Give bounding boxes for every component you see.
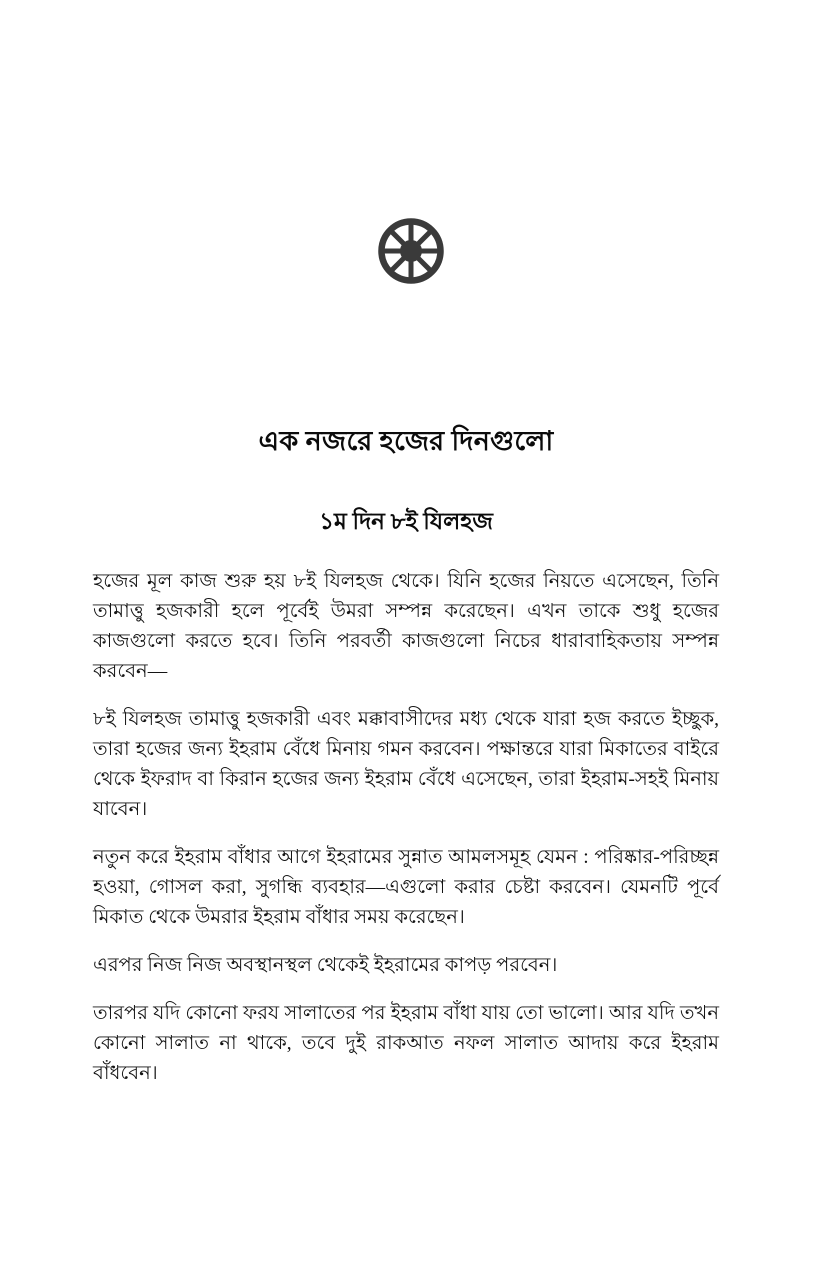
section-heading-day-one: ১ম দিন ৮ই যিলহজ — [319, 509, 493, 535]
body-paragraph: এরপর নিজ নিজ অবস্থানস্থল থেকেই ইহরামের কাপড় পরবেন। — [93, 954, 558, 976]
body-paragraph: ৮ই যিলহজ তামাত্তু হজকারী এবং মক্কাবাসীদের মধ্য থেকে যারা হজ করতে ইচ্ছুক, তারা হজের জন্য ইহরাম বেঁধে মিনায় গমন করবেন। পক্ষান্তরে যারা মিকাতের বাইরে থেকে ইফরাদ বা কিরান হজের জন্য ইহরাম বেঁধে এসেছেন, তারা ইহরাম-সহই মিনায় যাবেন। — [93, 708, 719, 820]
page-title: এক নজরে হজের দিনগুলো — [258, 426, 554, 456]
body-paragraph: তারপর যদি কোনো ফরয সালাতের পর ইহরাম বাঁধা যায় তো ভালো। আর যদি তখন কোনো সালাত না থাকে, তবে দুই রাকআত নফল সালাত আদায় করে ইহরাম বাঁধবেন। — [93, 1002, 719, 1084]
document-content — [93, 424, 719, 1089]
body-paragraph: নতুন করে ইহরাম বাঁধার আগে ইহরামের সুন্নাত আমলসমূহ যেমন : পরিষ্কার-পরিচ্ছন্ন হওয়া, গোসল করা, সুগন্ধি ব্যবহার—এগুলো করার চেষ্টা করবেন। যেমনটি পূর্বে মিকাত থেকে উমরার ইহরাম বাঁধার সময় করেছেন। — [93, 846, 719, 928]
ornament-container — [0, 214, 822, 288]
body-paragraph: হজের মূল কাজ শুরু হয় ৮ই যিলহজ থেকে। যিনি হজের নিয়তে এসেছেন, তিনি তামাত্তু হজকারী হলে পূর্বেই উমরা সম্পন্ন করেছেন। এখন তাকে শুধু হজের কাজগুলো করতে হবে। তিনি পরবর্তী কাজগুলো নিচের ধারাবাহিকতায় সম্পন্ন করবেন— — [93, 570, 719, 682]
wheel-rosette-ornament — [375, 215, 447, 287]
